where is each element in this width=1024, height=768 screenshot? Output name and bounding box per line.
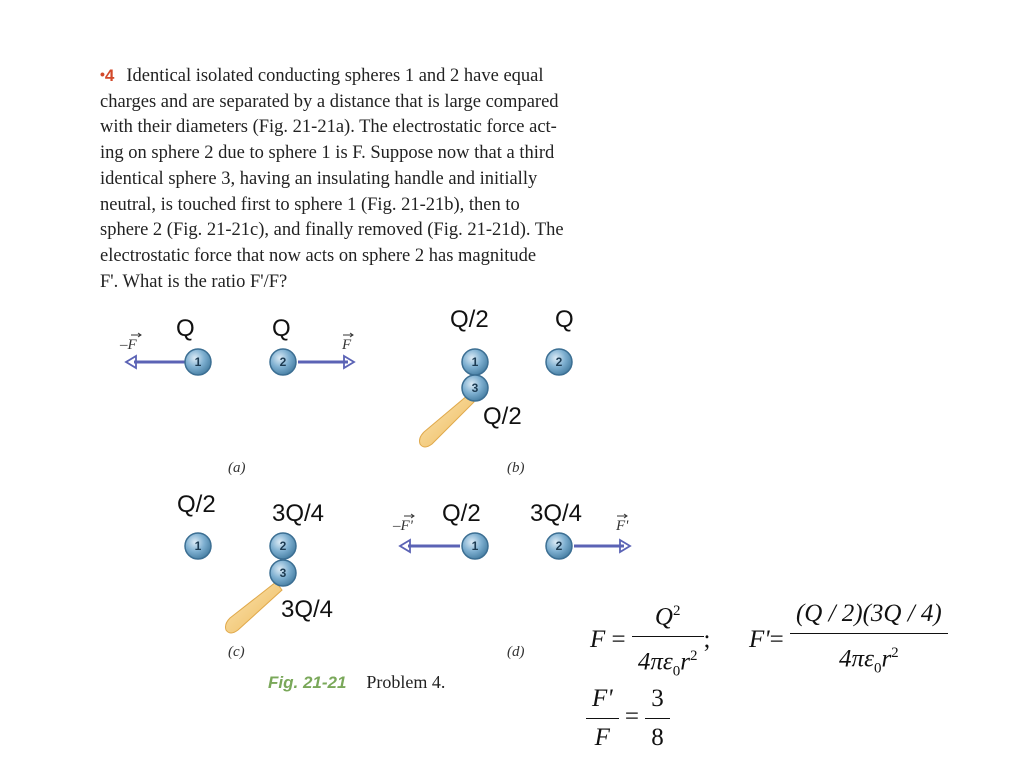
panel-d-charge-2: 3Q/4 <box>530 500 583 527</box>
panel-b-charge-3: Q/2 <box>483 403 522 430</box>
panel-c-sphere-1-label: 1 <box>194 539 202 553</box>
problem-line-4: ing on sphere 2 due to sphere 1 is F. Suppose now that a third <box>100 143 555 164</box>
panel-b-insulating-handle <box>420 395 475 447</box>
panel-d-force-right-label: F' <box>616 518 629 534</box>
panel-a-sphere-2-label: 2 <box>279 355 287 369</box>
eq-F-fraction: $\frac{Q^2}{4\pi\varepsilon_0r^2}$ <box>632 592 704 691</box>
problem-line-3: with their diameters (Fig. 21-21a). The electrostatic force act- <box>100 117 557 138</box>
panel-d-sphere-1-label: 1 <box>471 539 479 553</box>
panel-d-label: (d) <box>507 644 525 660</box>
panel-c-charge-1: Q/2 <box>177 491 216 518</box>
panel-c-charge-3: 3Q/4 <box>281 596 334 623</box>
problem-line-8: electrostatic force that now acts on sphere 2 has magnitude <box>100 245 537 266</box>
eq-Fp-lhs: F' <box>748 626 770 654</box>
panel-a-charge-2: Q <box>272 315 291 342</box>
panel-a-label: (a) <box>228 460 246 476</box>
panel-d-sphere-2-label: 2 <box>555 539 563 553</box>
panel-a-sphere-1-label: 1 <box>194 355 202 369</box>
caption-label: Fig. 21-21 <box>268 673 347 692</box>
eq-Fp-fraction: $\frac{(Q / 2)(3Q / 4)}{4\pi\varepsilon_0r^2}$ <box>790 595 948 687</box>
problem-number: •4 <box>100 66 115 85</box>
eq-ratio-lhs: $\frac{F'}{F}$ <box>586 680 619 757</box>
panel-b-sphere-2-label: 2 <box>555 355 563 369</box>
problem-line-6: neutral, is touched first to sphere 1 (Fig. 21-21b), then to <box>100 194 520 215</box>
panel-b-sphere-1-label: 1 <box>471 355 479 369</box>
panel-c-charge-2: 3Q/4 <box>272 500 325 527</box>
problem-line-1: •4 Identical isolated conducting spheres 1 and 2 have equal <box>100 66 544 86</box>
problem-line-9: F'. What is the ratio F'/F? <box>100 271 288 292</box>
panel-b-sphere-3-label: 3 <box>471 381 479 395</box>
ratio-equation: $\frac{F'}{F}$ = $\frac{3}{8}$ <box>586 680 670 757</box>
panel-a-force-left-label: –F <box>120 337 137 353</box>
panel-a-charge-1: Q <box>176 315 195 342</box>
eq-F-lhs: F <box>590 626 606 654</box>
panel-c-sphere-2-label: 2 <box>279 539 287 553</box>
panel-b-charge-1: Q/2 <box>450 306 489 333</box>
force-equations: F = $\frac{Q^2}{4\pi\varepsilon_0r^2}$ ; F'= $\frac{(Q / 2)(3Q / 4)}{4\pi\varepsilon_0r^2}$ <box>590 592 948 691</box>
panel-d-force-left-label: –F' <box>393 518 413 534</box>
panel-a-force-right-label: F <box>342 337 352 353</box>
caption-text: Problem 4. <box>366 672 446 692</box>
panel-b-charge-2: Q <box>555 306 574 333</box>
eq-ratio-value: $\frac{3}{8}$ <box>645 680 670 757</box>
problem-line-5: identical sphere 3, having an insulating handle and initially <box>100 168 538 189</box>
panel-b-label: (b) <box>507 460 525 476</box>
problem-line-7: sphere 2 (Fig. 21-21c), and finally removed (Fig. 21-21d). The <box>100 220 564 241</box>
panel-d-charge-1: Q/2 <box>442 500 481 527</box>
figure-caption <box>268 672 445 693</box>
panel-c-sphere-3-label: 3 <box>279 566 287 580</box>
panel-c-label: (c) <box>228 644 245 660</box>
panel-c-insulating-handle <box>226 582 283 633</box>
problem-line-2: charges and are separated by a distance that is large compared <box>100 91 559 112</box>
